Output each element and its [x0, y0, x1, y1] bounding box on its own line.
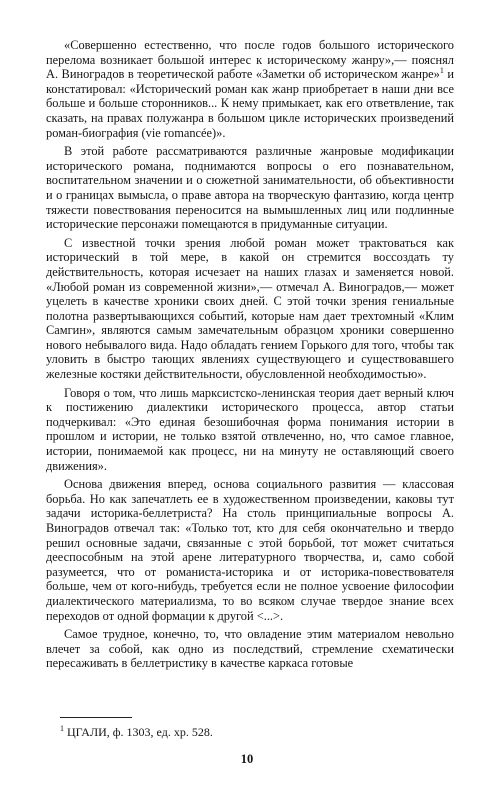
paragraph-6-text: Самое трудное, конечно, то, что овладение этим материалом невольно влечет за собой, как одно из последствий, стремление схематически пересаживать в беллетристику в качестве каркаса готовые: [46, 627, 454, 671]
paragraph-1-part-b: и констатировал: «Исторический роман как жанр приобретает в наши дни все больше и больше сторонников... К нему примыкает, как его ответвление, так сказать, на правах полужанра в большом цикле исторических произведений роман-биография (vie romancée)».: [46, 67, 454, 140]
footnote-text: ЦГАЛИ, ф. 1303, ед. хр. 528.: [67, 725, 213, 739]
paragraph-1: [46, 38, 454, 140]
footnote-reference: 1: [439, 66, 444, 76]
paragraph-3-text: С известной точки зрения любой роман может трактоваться как исторический в той мере, в какой он стремится воссоздать ту действительность, которая исчезает на наших глазах и заменяется новой. «Любой роман из современной жизни»,— отмечал А. Виноградов,— может уцелеть в качестве хроники своих дней. С этой точки зрения гениальные полотна развертывающихся событий, которые нам дает трехтомный «Клим Самгин», являются самым замечательным образцом хроники совершенно нового небывалого вида. Надо обладать гением Горького для того, чтобы так уловить в быстро тающих явлениях существующего и существовавшего железные костяки действительности, обусловленной необходимостью».: [46, 235, 454, 382]
footnote-divider: [60, 717, 132, 718]
paragraph-5: [46, 477, 454, 623]
paragraph-4: [46, 386, 454, 474]
footnote-mark: 1: [60, 724, 64, 733]
paragraph-4-text: Говоря о том, что лишь марксистско-ленинская теория дает верный ключ к постижению диалектики исторического процесса, автор статьи подчеркивал: «Это единая безошибочная форма понимания истории в прошлом и истории, не только взятой отвлеченно, но, что самое главное, истории, понимаемой как процесс, ни на минуту не оставляющий своего движения».: [46, 385, 454, 473]
body-text: [46, 38, 454, 671]
paragraph-3: [46, 236, 454, 382]
paragraph-2-text: В этой работе рассматриваются различные жанровые модификации исторического романа, поднимаются вопросы о его познавательном, воспитательном значении и о сюжетной занимательности, об объективности и о границах вымысла, о праве автора на творческую фантазию, когда центр тяжести повествования переносится на вымышленных лиц или подлинные исторические персонажи помещаются в придуманные ситуации.: [46, 144, 454, 232]
paragraph-5-text: Основа движения вперед, основа социального развития — классовая борьба. Но как запечатлеть ее в художественном произведении, каковы тут задачи историка-беллетриста? На столь принципиальные вопросы А. Виноградов отвечал так: «Только тот, кто для себя окончательно и твердо решил основные задачи, связанные с этой борьбой, тот может считаться дееспособным на этой арене литературного творчества, и, само собой разумеется, что от романиста-историка и от историка-повествователя больше, чем от кого-нибудь, требуется если не полное усвоение философии диалектического материализма, то во всяком случае твердое знание всех переходов от одной формации к другой <...>.: [46, 477, 454, 623]
page-number: 10: [240, 752, 254, 766]
footnote: [60, 722, 213, 739]
paragraph-6: [46, 627, 454, 671]
paragraph-1-part-a: «Совершенно естественно, что после годов большого исторического перелома возникает большой интерес к историческому жанру»,— пояснял А. Виноградов в теоретической работе «Заметки об историческом жанре»: [46, 38, 454, 82]
paragraph-2: [46, 144, 454, 232]
